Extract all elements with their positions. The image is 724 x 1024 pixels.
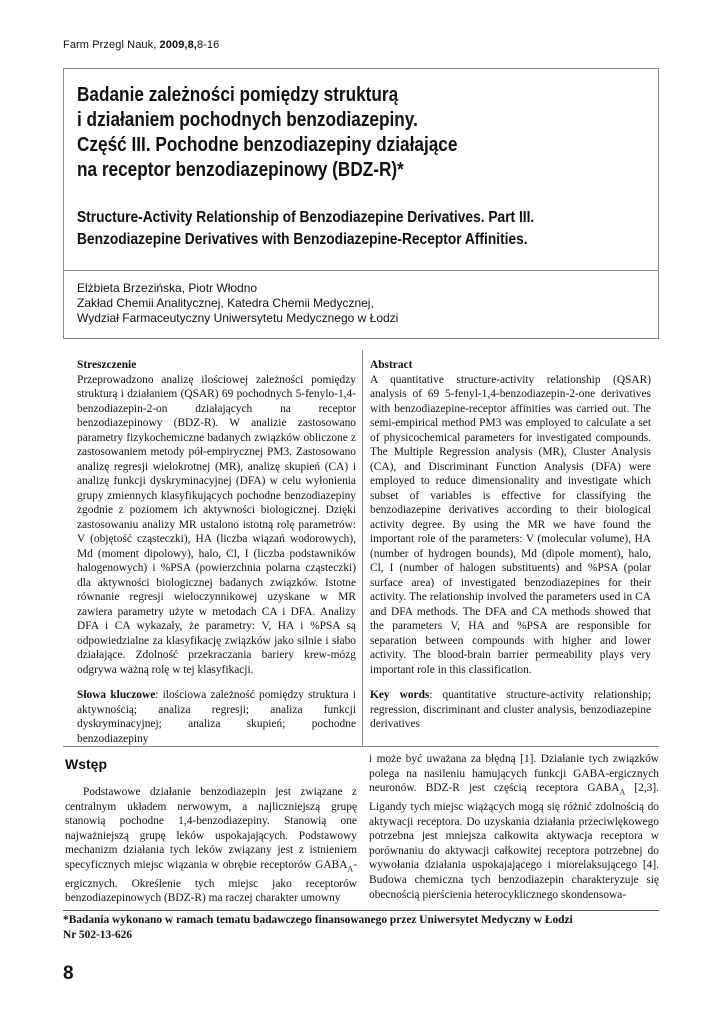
title-pl-line: Część III. Pochodne benzodiazepiny działające [77, 134, 458, 156]
title-box [63, 68, 659, 339]
slowa-kluczowe [77, 688, 356, 746]
title-pl-line: na receptor benzodiazepinowy (BDZ-R)* [77, 159, 404, 181]
title-polish [77, 83, 567, 183]
footnote-rule [63, 910, 659, 911]
affiliation-line: Wydział Farmaceutyczny Uniwersytetu Medycznego w Łodzi [77, 311, 399, 325]
intro-text: i może być uważana za błędną [1]. Działanie tych związków polega na nasileniu hamujących funkcji GABA-ergicznych neuronów. BDZ-R jest częścią receptora GABA [369, 753, 659, 795]
title-pl-line: Badanie zależności pomiędzy strukturą [77, 84, 399, 106]
page-number: 8 [63, 963, 74, 984]
intro-text: [2,3]. Ligandy tych miejsc wiążących mogą się różnić zdolnością do aktywacji receptora. Do uzyskania działania przeciwlękowego potrzebna jest mniejsza całkowita aktywacja receptora w porównaniu do aktywacji całkowitej receptora potrzebnej do wywołania działania uspokajającego i miorelaksującego [4]. Budowa chemiczna tych benzodiazepin charakteryzuje się obecnością pierścienia heterocyklicznego skondensowa- [369, 782, 659, 901]
kw-label: Słowa kluczowe [77, 689, 156, 701]
key-words [370, 688, 651, 732]
streszczenie-section [77, 358, 356, 746]
title-en-line: Benzodiazepine Derivatives with Benzodiazepine-Receptor Affinities. [77, 231, 528, 248]
kw-label: Key words [370, 689, 430, 701]
author-names: Elżbieta Brzezińska, Piotr Włodno [77, 281, 258, 295]
title-english [77, 207, 576, 251]
abstract-divider [362, 350, 363, 746]
authors-block [77, 281, 398, 326]
title-en-line: Structure-Activity Relationship of Benzodiazepine Derivatives. Part III. [77, 209, 535, 226]
journal-citation [63, 39, 219, 51]
abstract-section [370, 358, 651, 732]
abstract-bottom-rule [63, 746, 659, 747]
affiliation-line: Zakład Chemii Analitycznej, Katedra Chemii Medycznej, [77, 296, 374, 310]
kw-text: : ilościowa zależność pomiędzy struktura i aktywnością; analiza regresji; analiza funkcji dyskryminacyjnej; analiza skupień; pochodne benzodiazepiny [77, 689, 356, 745]
journal-year-volume: 2009,8, [159, 39, 197, 51]
streszczenie-text: Przeprowadzono analizę ilościowej zależności pomiędzy strukturą i działaniem (QSAR) 69 pochodnych 5-fenylo-1,4-benzodiazepin-2-on działających na receptor benzodiazepinowy (BDZ-R). W analizie zastosowano parametry fizykochemiczne badanych związków obliczone z zastosowaniem metody pół-empirycznej PM3. Zastosowano analizę regresji wielokrotnej (MR), analizę skupień (CA) i analizę funkcji dyskryminacyjnej (DFA) w celu wyłonienia grupy zmiennych klasyfikujących pochodne benzodiazepiny zgodnie z poziomem ich aktywności biologicznej. Dzięki zastosowaniu analizy MR ustalono istotną rolę parametrów: V (objętość cząsteczki), HA (liczba wiązań wodorowych), Md (moment dipolowy), halo, Cl, I (liczba podstawników halogenowych) i %PSA (powierzchnia polarna cząsteczki) dla aktywności biologicznej badanych związków. Istotne równanie regresji wieloczynnikowej uzyskane w MR zawiera parametry użyte w metodach CA i DFA. Analizy DFA i CA wykazały, że parametry: V, HA i %PSA są odpowiedzialne za klasyfikację związków jako silnie i słabo działające. Zdolność przekraczania bariery krew-mózg odgrywa ważną rolę w tej klasyfikacji. [77, 373, 356, 676]
footnote-line: *Badania wykonano w ramach tematu badawczego finansowanego przez Uniwersytet Medyczny w Łodzi [63, 914, 573, 926]
kw-text: : quantitative structure-activity relationship; regression, discriminant and cluster analysis, benzodiazepine derivatives [370, 689, 651, 730]
intro-paragraph-left [65, 785, 357, 906]
intro-text: -ergicznych. Określenie tych miejsc jako receptorów benzodiazepinowych (BDZ-R) ma raczej charakter umowny [65, 858, 357, 905]
intro-paragraph-right [369, 752, 659, 902]
journal-name: Farm Przegl Nauk, [63, 39, 157, 51]
journal-pages: 8-16 [196, 39, 220, 51]
section-heading-wstep: Wstęp [65, 756, 107, 772]
title-divider [64, 270, 658, 271]
abstract-heading: Abstract [370, 359, 413, 371]
footnote-line: Nr 502-13-626 [63, 929, 133, 941]
intro-text: Podstawowe działanie benzodiazepin jest związane z centralnym układem nerwowym, a najliczniejszą grupę stanowią pochodne 1,4-benzodiazepiny. Stanowią one najważniejszą grupę leków uspokajających. Podstawowy mechanizm działania tych leków związany jest z istnieniem specyficznych miejsc wiązania w obrębie receptorów GABA [65, 786, 357, 871]
footnote [63, 913, 573, 943]
subscript: A [347, 864, 354, 874]
subscript: A [619, 787, 626, 797]
title-pl-line: i działaniem pochodnych benzodiazepiny. [77, 109, 418, 131]
abstract-text: A quantitative structure-activity relationship (QSAR) analysis of 69 5-fenyl-1,4-benzodiazepin-2-one derivatives with benzodiazepine-receptor affinities was carried out. The semi-empirical method PM3 was employed to calculate a set of physicochemical parameters for investigated compounds. The Multiple Regression analysis (MR), Cluster Analysis (CA), and Discriminant Function Analysis (DFA) were employed to reduce dimensionality and investigate which subset of variables is effective for classifying the benzodiazepine derivatives according to their biological activity degree. By using the MR we have found the important role of the parameters: V (molecular volume), HA (number of hydrogen bounds), Md (dipole moment), halo, Cl, I (number of halogen substituents) and %PSA (polar surface area) of investigated benzodiazepines for their activity. The relationship involved the parameters used in CA and DFA methods. The DFA and CA methods showed that the parameters V, HA and %PSA are responsible for separation between compounds with higher and lower activity. The blood-brain barrier permeability plays very important role in this classification. [370, 373, 651, 676]
streszczenie-heading: Streszczenie [77, 359, 137, 371]
